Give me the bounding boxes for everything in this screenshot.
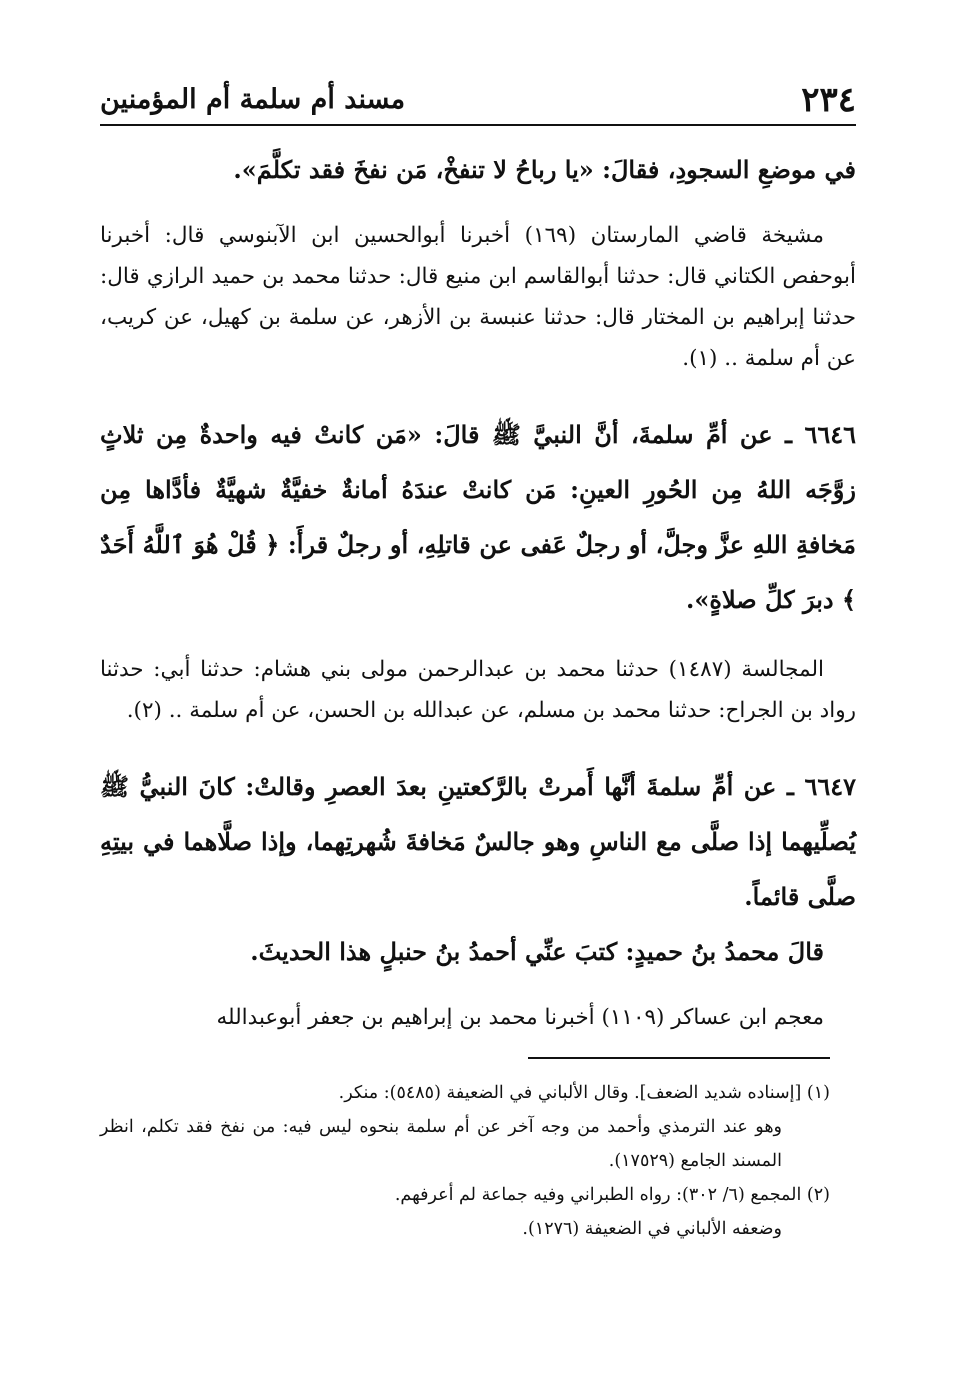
page-header	[100, 74, 856, 126]
footnote-2: (٢) المجمع (٦/ ٣٠٢): رواه الطبراني وفيه جماعة لم أعرفهم.	[394, 1185, 830, 1205]
main-text	[100, 142, 856, 1038]
page-number: ٢٣٤	[801, 80, 856, 120]
hadith-6647: ٦٦٤٧ ـ عن أمِّ سلمةَ أنَّها أَمرتْ بالرَّكعتينِ بعدَ العصرِ وقالتْ: كانَ النبيُّ ﷺ يُصلِّيهما إذا صلَّى مع الناسِ وهو جالسٌ مَخافةَ شُهرتِهما، وإذا صلَّاهما في بيتِهِ صلَّى قائماً.	[100, 772, 856, 911]
source-isnad-paragraph: معجم ابن عساكر (١١٠٩) أخبرنا محمد بن إبراهيم بن جعفر أبوعبدالله	[216, 1005, 824, 1030]
running-title: مسند أم سلمة أم المؤمنين	[100, 84, 406, 115]
hadith-6646: ٦٦٤٦ ـ عن أمِّ سلمةَ، أنَّ النبيَّ ﷺ قالَ: «مَن كانتْ فيه واحدةٌ مِن ثلاثٍ زوَّجَه اللهُ مِن الحُورِ العينِ: مَن كانتْ عندَهُ أمانةٌ خفيَّةٌ شهيَّةٌ فأدَّاها مِن مَخافةِ اللهِ عزَّ وجلَّ، أو رجلٌ عَفى عن قاتلِهِ، أو رجلٌ قرأَ: ﴿ قُلْ هُوَ ٱللَّهُ أَحَدٌ ﴾ دبرَ كلِّ صلاةٍ».	[100, 420, 856, 614]
footnote-1-continuation: وهو عند الترمذي وأحمد من وجه آخر عن أم سلمة بنحوه ليس فيه: من نفخ فقد تكلم، انظر المسند الجامع (١٧٥٢٩).	[100, 1117, 782, 1171]
hadith-continuation: في موضعِ السجودِ، فقالَ: «يا رباحُ لا تنفخْ، مَن نفخَ فقد تكلَّمَ».	[233, 155, 856, 184]
footnote-1: (١) [إسناده شديد الضعف]. وقال الألباني في الضعيفة (٥٤٨٥): منكر.	[338, 1083, 830, 1103]
footnotes	[100, 1076, 830, 1246]
footnote-separator	[528, 1057, 830, 1059]
source-isnad-paragraph: المجالسة (١٤٨٧) حدثنا محمد بن عبدالرحمن مولى بني هشام: حدثنا أبي: حدثنا رواد بن الجراح: حدثنا محمد بن مسلم، عن عبدالله بن الحسن، عن أم سلمة .. (٢).	[100, 657, 856, 723]
narrator-note: قالَ محمدُ بنُ حميدٍ: كتبَ عنِّي أحمدُ بنُ حنبلٍ هذا الحديثَ.	[250, 937, 824, 966]
source-isnad-paragraph: مشيخة قاضي المارستان (١٦٩) أخبرنا أبوالحسين ابن الآبنوسي قال: أخبرنا أبوحفص الكتاني قال: حدثنا أبوالقاسم ابن منيع قال: حدثنا محمد بن حميد الرازي قال: حدثنا إبراهيم بن المختار قال: حدثنا عنبسة بن الأزهر، عن سلمة بن كهيل، عن كريب، عن أم سلمة .. (١).	[100, 223, 856, 371]
footnote-2-continuation: وضعفه الألباني في الضعيفة (١٢٧٦).	[522, 1219, 782, 1239]
